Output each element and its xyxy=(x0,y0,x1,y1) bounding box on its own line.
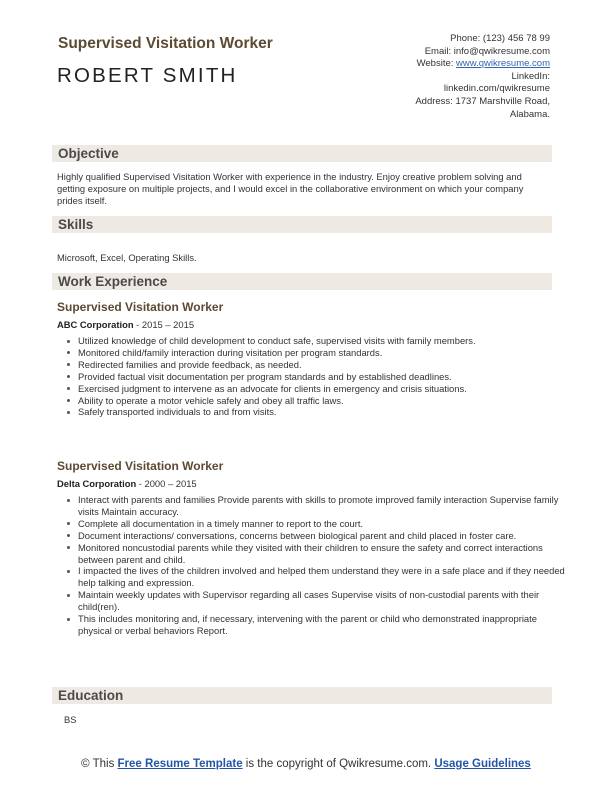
free-resume-template-link[interactable]: Free Resume Template xyxy=(117,758,243,770)
list-item: Interact with parents and families Provide parents with skills to promote improved family interaction Supervise family visits Maintain accuracy. xyxy=(78,494,568,518)
job-title: Supervised Visitation Worker xyxy=(57,300,224,314)
contact-email xyxy=(320,46,550,59)
job-bullet-list xyxy=(62,494,568,637)
list-item: Complete all documentation in a timely manner to report to the court. xyxy=(78,518,568,530)
skills-text: Microsoft, Excel, Operating Skills. xyxy=(57,252,197,263)
list-item: I impacted the lives of the children involved and helped them understand they were in a safe place and if they needed help talking and expression. xyxy=(78,565,568,589)
phone-label: Phone: xyxy=(450,33,481,44)
footer-prefix: © This xyxy=(81,758,118,770)
list-item: Utilized knowledge of child development to conduct safe, supervised visits with family members. xyxy=(78,335,568,347)
address-line1: 1737 Marshville Road, xyxy=(455,95,550,107)
list-item: This includes monitoring and, if necessary, intervening with the parent or child who demonstrated inappropriate physical or verbal behaviors Report. xyxy=(78,613,568,637)
contact-address xyxy=(320,96,550,109)
list-item: Monitored noncustodial parents while they visited with their children to ensure the safety and correct interactions between parent and child. xyxy=(78,542,568,566)
footer-copyright xyxy=(60,758,552,771)
contact-block xyxy=(320,33,550,121)
job-bullet-list xyxy=(62,335,568,418)
usage-guidelines-link[interactable]: Usage Guidelines xyxy=(434,758,531,770)
list-item: Document interactions/ conversations, concerns between biological parent and child placed in foster care. xyxy=(78,530,568,542)
person-name: ROBERT SMITH xyxy=(57,64,238,87)
website-link[interactable]: www.qwikresume.com xyxy=(456,58,550,70)
job-company-line xyxy=(57,319,194,331)
job-dates: - 2015 – 2015 xyxy=(133,319,195,330)
list-item: Maintain weekly updates with Supervisor regarding all cases Supervise visits of non-custodial parents with their child(ren). xyxy=(78,589,568,613)
company-name: Delta Corporation xyxy=(57,478,137,489)
section-objective-title: Objective xyxy=(58,146,119,161)
contact-phone xyxy=(320,33,550,46)
job-title: Supervised Visitation Worker xyxy=(57,459,224,473)
section-education-bar xyxy=(52,687,552,704)
section-work-bar xyxy=(52,273,552,290)
contact-linkedin-value: linkedin.com/qwikresume xyxy=(443,83,550,95)
phone-value: (123) 456 78 99 xyxy=(482,33,550,44)
contact-address-line2: Alabama. xyxy=(509,108,550,120)
job-company-line xyxy=(57,478,197,490)
education-text: BS xyxy=(64,714,77,725)
list-item: Redirected families and provide feedback, as needed. xyxy=(78,359,568,371)
objective-text: Highly qualified Supervised Visitation Worker with experience in the industry. Enjoy creative problem solving and getting exposure on multiple projects, and I would excel in the collaborative environment on which your company prides itself. xyxy=(57,171,524,206)
footer-middle: is the copyright of Qwikresume.com. xyxy=(242,758,435,770)
section-skills-bar xyxy=(52,216,552,233)
section-skills-title: Skills xyxy=(58,217,94,232)
website-label: Website: xyxy=(416,58,454,70)
section-education-title: Education xyxy=(58,688,124,703)
company-name: ABC Corporation xyxy=(57,319,134,330)
list-item: Safely transported individuals to and from visits. xyxy=(78,406,568,418)
list-item: Monitored child/family interaction during visitation per program standards. xyxy=(78,347,568,359)
section-work-title: Work Experience xyxy=(58,274,168,289)
contact-linkedin-label: LinkedIn: xyxy=(511,70,550,82)
address-label: Address: xyxy=(415,95,453,107)
header-job-title: Supervised Visitation Worker xyxy=(58,35,273,52)
list-item: Provided factual visit documentation per program standards and by established deadlines. xyxy=(78,371,568,383)
job-dates: - 2000 – 2015 xyxy=(136,478,197,489)
list-item: Exercised judgment to intervene as an advocate for clients in emergency and crisis situations. xyxy=(78,383,568,395)
email-value: info@qwikresume.com xyxy=(453,45,550,57)
contact-website xyxy=(320,58,550,71)
section-objective-bar xyxy=(52,145,552,162)
list-item: Ability to operate a motor vehicle safely and obey all traffic laws. xyxy=(78,395,568,407)
email-label: Email: xyxy=(424,45,452,57)
